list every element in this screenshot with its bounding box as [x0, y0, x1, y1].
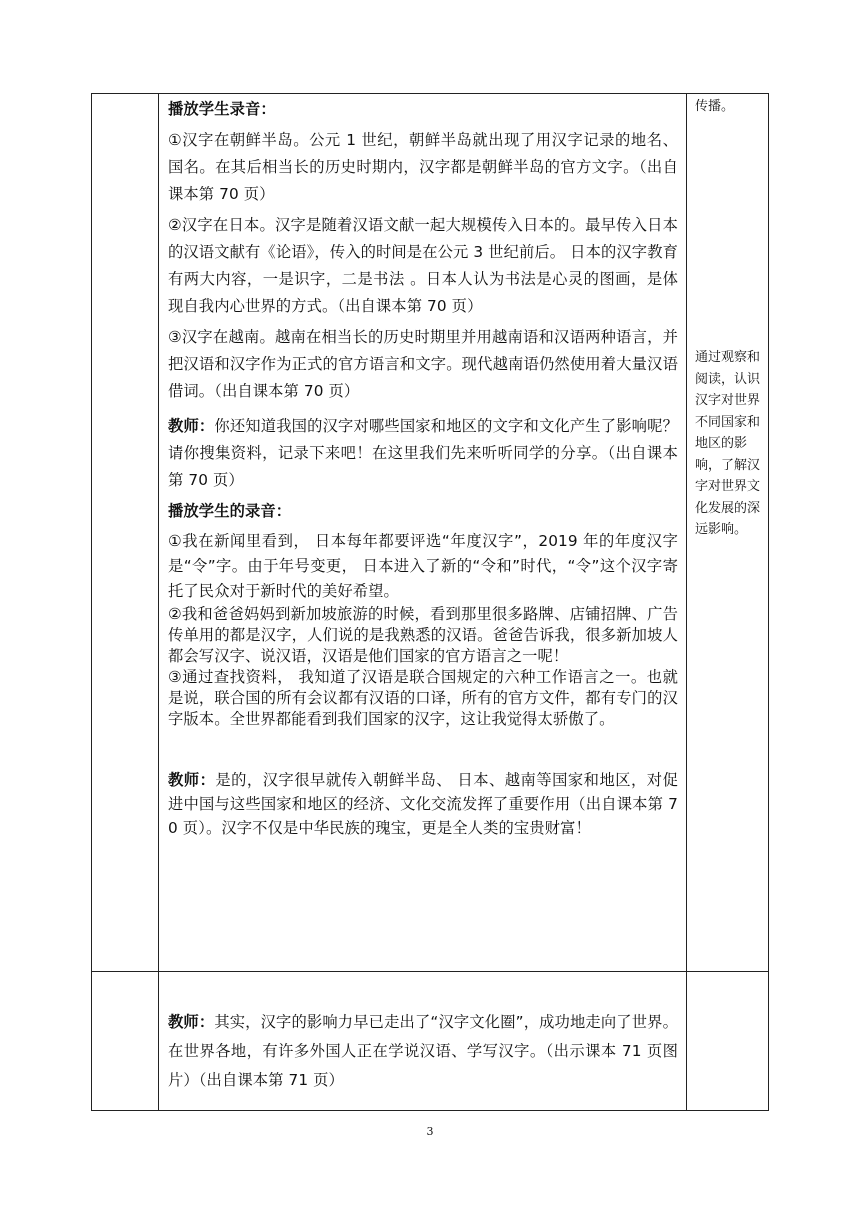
student-item-japan: ①我在新闻里看到， 日本每年都要评选“年度汉字”，2019 年的年度汉字是“令”字。由于年号变更， 日本进入了新的“令和”时代，“令”这个汉字寄托了民众对于新时代的美好希望。	[168, 532, 678, 600]
teacher-label: 教师：	[168, 771, 216, 789]
teacher-question-text: 你还知道我国的汉字对哪些国家和地区的文字和文化产生了影响呢？请你搜集资料，记录下来吧！在这里我们先来听听同学的分享。（出自课本第 70 页）	[168, 417, 678, 489]
teacher-question	[168, 413, 678, 494]
purpose-cell	[687, 94, 769, 972]
spacer	[168, 730, 678, 768]
teacher-summary-text: 是的，汉字很早就传入朝鲜半岛、 日本、越南等国家和地区，对促进中国与这些国家和地区的经济、文化交流发挥了重要作用（出自课本第 70 页）。汉字不仅是中华民族的瑰宝，更是全人类的宝贵财富！	[168, 771, 678, 837]
teacher-label: 教师：	[168, 417, 215, 435]
activity-cell	[159, 94, 687, 972]
left-empty-cell	[92, 94, 159, 972]
left-empty-cell	[92, 972, 159, 1111]
design-intent-text: 通过观察和阅读，认识汉字对世界不同国家和地区的影响，了解汉字对世界文化发展的深远影响。	[695, 350, 761, 537]
table-row	[92, 94, 769, 972]
purpose-cell	[687, 972, 769, 1111]
activity-cell	[159, 972, 687, 1111]
student-recording-heading: 播放学生的录音：	[168, 502, 292, 520]
student-item-singapore: ②我和爸爸妈妈到新加坡旅游的时候，看到那里很多路牌、店铺招牌、广告传单用的都是汉字，人们说的是我熟悉的汉语。爸爸告诉我，很多新加坡人都会写汉字、说汉语，汉语是他们国家的官方语言之一呢！	[168, 605, 678, 665]
page-number: 3	[426, 1125, 434, 1138]
teacher-world-influence	[168, 1008, 678, 1095]
teacher-summary	[168, 768, 678, 840]
teacher-label: 教师：	[168, 1013, 215, 1031]
lesson-table	[91, 93, 769, 1111]
teacher-world-influence-text: 其实，汉字的影响力早已走出了“汉字文化圈”，成功地走向了世界。在世界各地，有许多外国人正在学说汉语、学写汉字。（出示课本 71 页图片）（出自课本第 71 页）	[168, 1013, 678, 1089]
recording-item-japan: ②汉字在日本。汉字是随着汉语文献一起大规模传入日本的。最早传入日本的汉语文献有《论语》，传入的时间是在公元 3 世纪前后。 日本的汉字教育有两大内容，一是识字，二是书法 。日本人认为书法是心灵的图画，是体现自我内心世界的方式。（出自课本第 70 页）	[168, 216, 678, 315]
recording-item-vietnam: ③汉字在越南。越南在相当长的历史时期里并用越南语和汉语两种语言，并把汉语和汉字作为正式的官方语言和文字。现代越南语仍然使用着大量汉语借词。（出自课本第 70 页）	[168, 328, 678, 400]
student-item-un: ③通过查找资料， 我知道了汉语是联合国规定的六种工作语言之一。也就是说，联合国的所有会议都有汉语的口译，所有的官方文件，都有专门的汉字版本。全世界都能看到我们国家的汉字，这让我觉得太骄傲了。	[168, 668, 678, 728]
note-top-text: 传播。	[695, 99, 735, 114]
recording-heading: 播放学生录音：	[168, 100, 276, 118]
recording-item-korea: ①汉字在朝鲜半岛。公元 1 世纪，朝鲜半岛就出现了用汉字记录的地名、国名。在其后相当长的历史时期内，汉字都是朝鲜半岛的官方文字。（出自课本第 70 页）	[168, 131, 678, 203]
table-row	[92, 972, 769, 1111]
